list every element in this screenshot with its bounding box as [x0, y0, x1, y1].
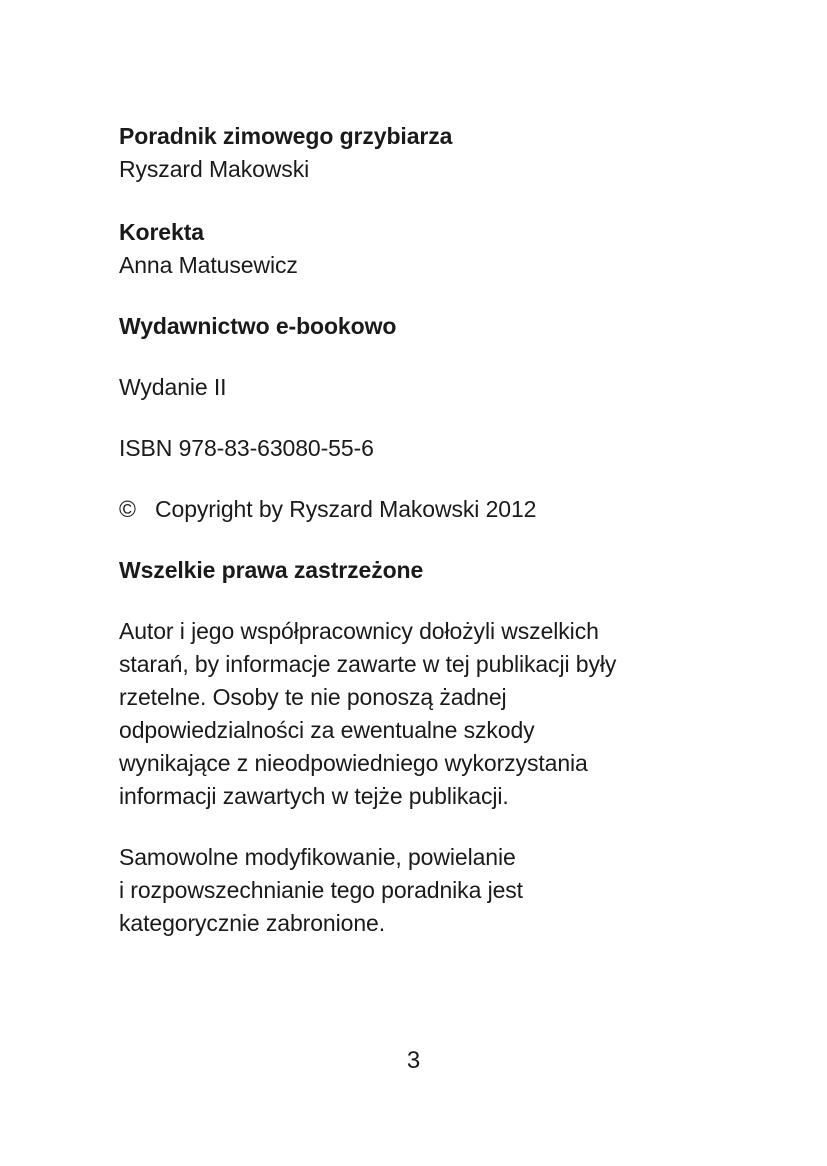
copyright-text: Copyright by Ryszard Makowski 2012 — [155, 496, 537, 522]
disclaimer-line: Autor i jego współpracownicy dołożyli wszelkich — [119, 618, 599, 644]
disclaimer-line: wynikające z nieodpowiedniego wykorzystania — [119, 750, 588, 776]
disclaimer-line: rzetelne. Osoby te nie ponoszą żadnej — [119, 684, 507, 710]
prohibition-line: Samowolne modyfikowanie, powielanie — [119, 844, 516, 870]
disclaimer-line: informacji zawartych w tejże publikacji. — [119, 783, 509, 809]
isbn-block — [119, 432, 739, 465]
copyright-page-content — [119, 120, 739, 940]
rights-heading: Wszelkie prawa zastrzeżone — [119, 557, 424, 583]
rights-block — [119, 554, 739, 587]
publisher-block — [119, 310, 739, 343]
proofreading-block — [119, 216, 739, 282]
prohibition-line: i rozpowszechnianie tego poradnika jest — [119, 877, 523, 903]
book-author: Ryszard Makowski — [119, 156, 310, 182]
edition-block — [119, 371, 739, 404]
copyright-line — [119, 493, 739, 526]
prohibition-paragraph — [119, 841, 739, 940]
copyright-block — [119, 493, 739, 526]
disclaimer-paragraph — [119, 615, 739, 813]
isbn-text: ISBN 978-83-63080-55-6 — [119, 435, 374, 461]
disclaimer-line: odpowiedzialności za ewentualne szkody — [119, 717, 535, 743]
title-block — [119, 120, 739, 186]
book-title: Poradnik zimowego grzybiarza — [119, 123, 453, 149]
page-number: 3 — [406, 1047, 421, 1074]
publisher-name: Wydawnictwo e-bookowo — [119, 313, 397, 339]
edition-text: Wydanie II — [119, 374, 227, 400]
disclaimer-line: starań, by informacje zawarte w tej publikacji były — [119, 651, 617, 677]
prohibition-line: kategorycznie zabronione. — [119, 910, 385, 936]
proofreader-name: Anna Matusewicz — [119, 252, 298, 278]
proofreading-label: Korekta — [119, 219, 204, 245]
copyright-symbol: © — [119, 496, 136, 522]
